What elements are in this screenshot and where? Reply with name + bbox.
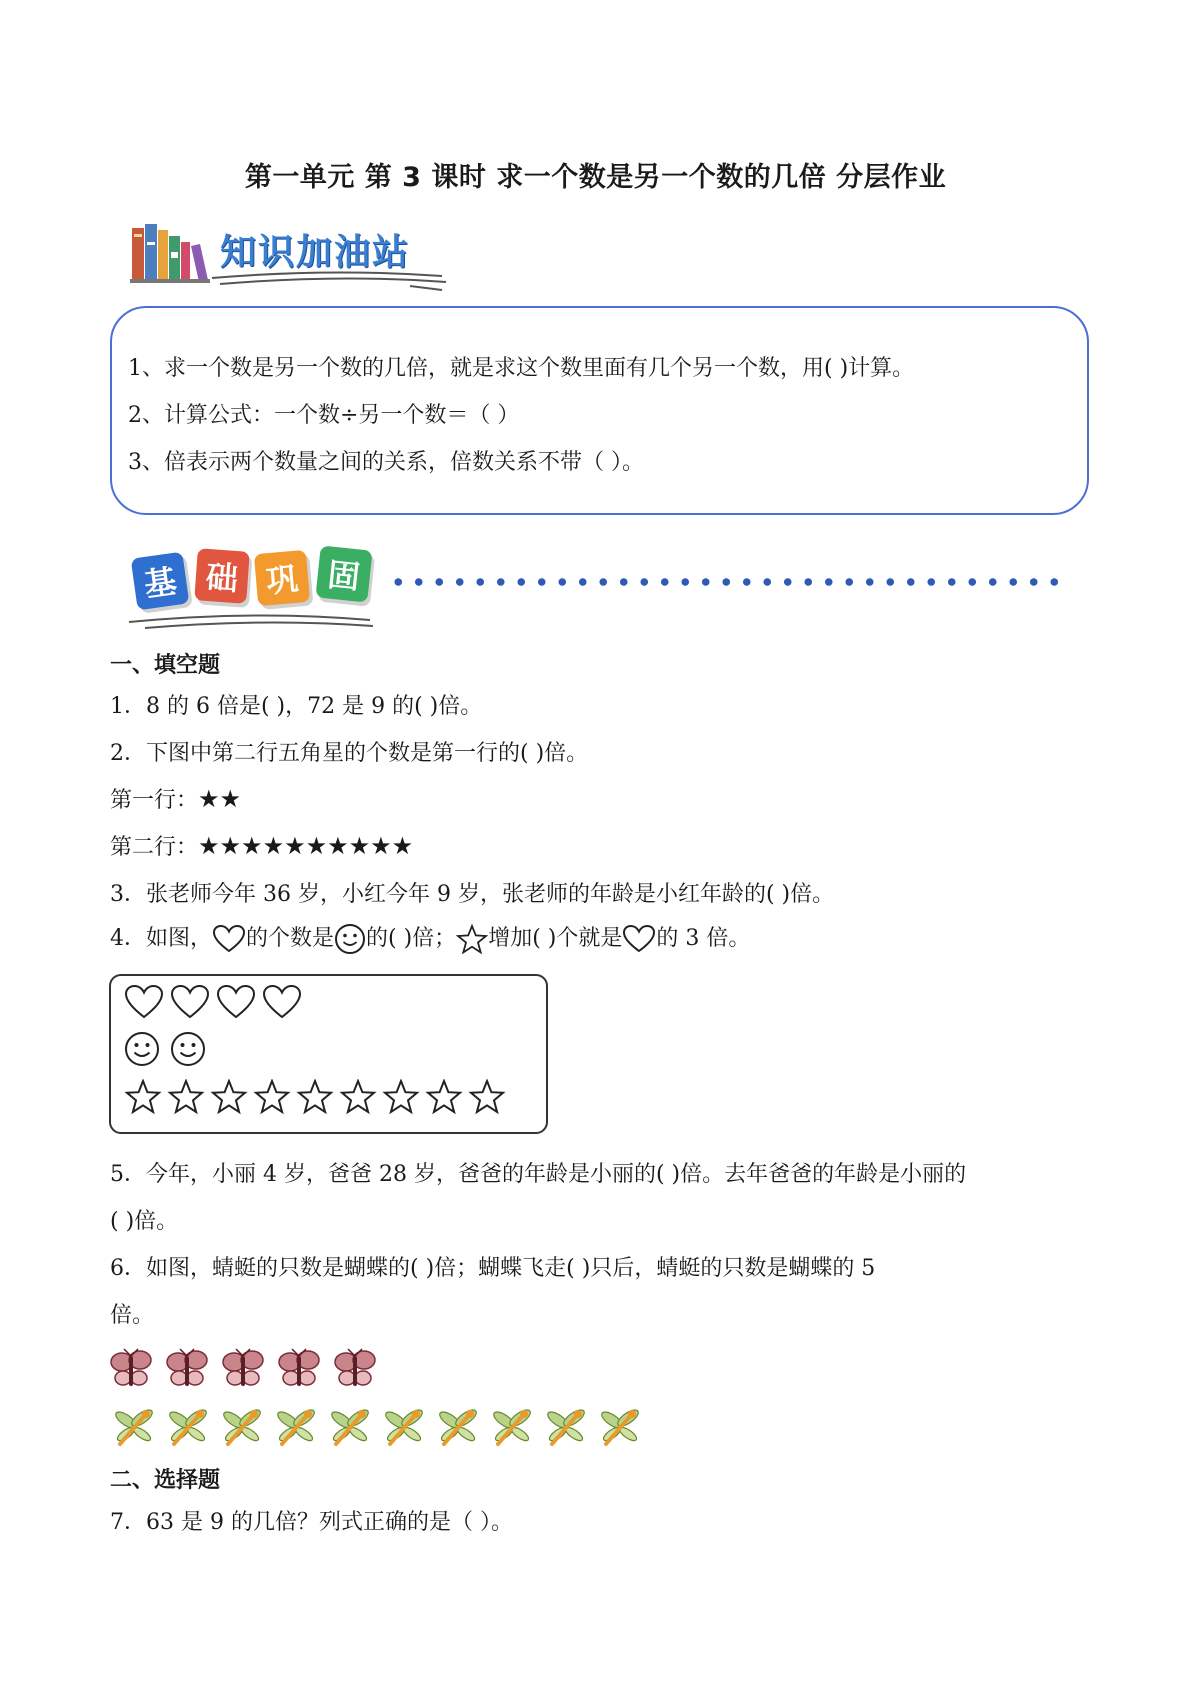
q4-text-2: 的个数是 — [246, 926, 335, 951]
row1-stars: ★★ — [198, 785, 242, 813]
tile-gu: 固 — [315, 545, 372, 602]
star-outline-icon — [167, 1079, 205, 1119]
star-outline-icon — [296, 1079, 334, 1119]
star-outline-icon — [456, 924, 488, 954]
knowledge-line-2: 2、计算公式：一个数÷另一个数＝（ ） — [128, 403, 520, 428]
butterfly-icon — [276, 1348, 322, 1394]
q4-text-3: 的( )倍； — [366, 926, 457, 951]
star-outline-icon — [382, 1079, 420, 1119]
heart-icon — [124, 984, 164, 1020]
heart-icon — [212, 924, 246, 954]
question-1: 1．8 的 6 倍是( )，72 是 9 的( )倍。 — [110, 694, 483, 719]
smiley-icon — [124, 1031, 160, 1069]
star-outline-icon — [468, 1079, 506, 1119]
question-5-line-2: ( )倍。 — [110, 1209, 179, 1234]
question-5-line-1: 5．今年，小丽 4 岁，爸爸 28 岁，爸爸的年龄是小丽的( )倍。去年爸爸的年龄是小丽的 — [110, 1162, 967, 1187]
knowledge-line-1: 1、求一个数是另一个数的几倍，就是求这个数里面有几个另一个数，用( )计算。 — [128, 356, 915, 381]
dragonflies-row — [112, 1406, 640, 1452]
hearts-row — [124, 984, 302, 1020]
row2-stars: ★★★★★★★★★★ — [198, 832, 414, 860]
star-outline-icon — [339, 1079, 377, 1119]
question-2: 2．下图中第二行五角星的个数是第一行的( )倍。 — [110, 741, 589, 766]
row1-label: 第一行： — [110, 788, 199, 813]
dotted-divider — [388, 578, 1068, 586]
heart-icon — [170, 984, 210, 1020]
butterflies-row — [108, 1348, 378, 1394]
star-outline-icon — [124, 1079, 162, 1119]
dragonfly-icon — [328, 1406, 370, 1452]
tile-gong: 巩 — [254, 550, 310, 606]
row2 — [110, 830, 413, 861]
page-title: 第一单元 第 3 课时 求一个数是另一个数的几倍 分层作业 — [244, 162, 947, 193]
star-outline-icon — [253, 1079, 291, 1119]
row1 — [110, 783, 241, 814]
heart-icon — [622, 924, 656, 954]
q4-text-1: 4．如图， — [110, 926, 212, 951]
section-choice: 二、选择题 — [110, 1468, 221, 1493]
q4-text-5: 的 3 倍。 — [656, 926, 751, 951]
section-fill-blank: 一、填空题 — [110, 653, 221, 678]
question-3: 3．张老师今年 36 岁，小红今年 9 岁，张老师的年龄是小红年龄的( )倍。 — [110, 882, 835, 907]
butterfly-icon — [108, 1348, 154, 1394]
dragonfly-icon — [598, 1406, 640, 1452]
question-4 — [110, 921, 750, 955]
butterfly-icon — [164, 1348, 210, 1394]
row2-label: 第二行： — [110, 835, 199, 860]
dragonfly-icon — [382, 1406, 424, 1452]
knowledge-station-banner: 知识加油站 — [220, 232, 411, 273]
books-icon — [130, 222, 210, 284]
tile-ji: 基 — [131, 552, 190, 611]
butterfly-icon — [220, 1348, 266, 1394]
dragonfly-icon — [220, 1406, 262, 1452]
dragonfly-icon — [166, 1406, 208, 1452]
dragonfly-icon — [544, 1406, 586, 1452]
dragonfly-icon — [436, 1406, 478, 1452]
star-outline-icon — [425, 1079, 463, 1119]
banner-underline — [210, 270, 450, 296]
stars-row — [124, 1079, 506, 1119]
heart-icon — [216, 984, 256, 1020]
smiley-icon — [170, 1031, 206, 1069]
heart-icon — [262, 984, 302, 1020]
dragonfly-icon — [490, 1406, 532, 1452]
tile-chu: 础 — [194, 548, 250, 604]
question-7: 7．63 是 9 的几倍？列式正确的是（ ）。 — [110, 1510, 513, 1535]
smileys-row — [124, 1031, 206, 1069]
q4-text-4: 增加( )个就是 — [488, 926, 623, 951]
smiley-icon — [334, 923, 366, 955]
banner2-underline — [125, 612, 375, 638]
question-6-line-2: 倍。 — [110, 1303, 155, 1328]
star-outline-icon — [210, 1079, 248, 1119]
butterfly-icon — [332, 1348, 378, 1394]
question-6-line-1: 6．如图，蜻蜓的只数是蝴蝶的( )倍；蝴蝶飞走( )只后，蜻蜓的只数是蝴蝶的 5 — [110, 1256, 876, 1281]
dragonfly-icon — [112, 1406, 154, 1452]
dragonfly-icon — [274, 1406, 316, 1452]
knowledge-line-3: 3、倍表示两个数量之间的关系，倍数关系不带（ ）。 — [128, 450, 644, 475]
